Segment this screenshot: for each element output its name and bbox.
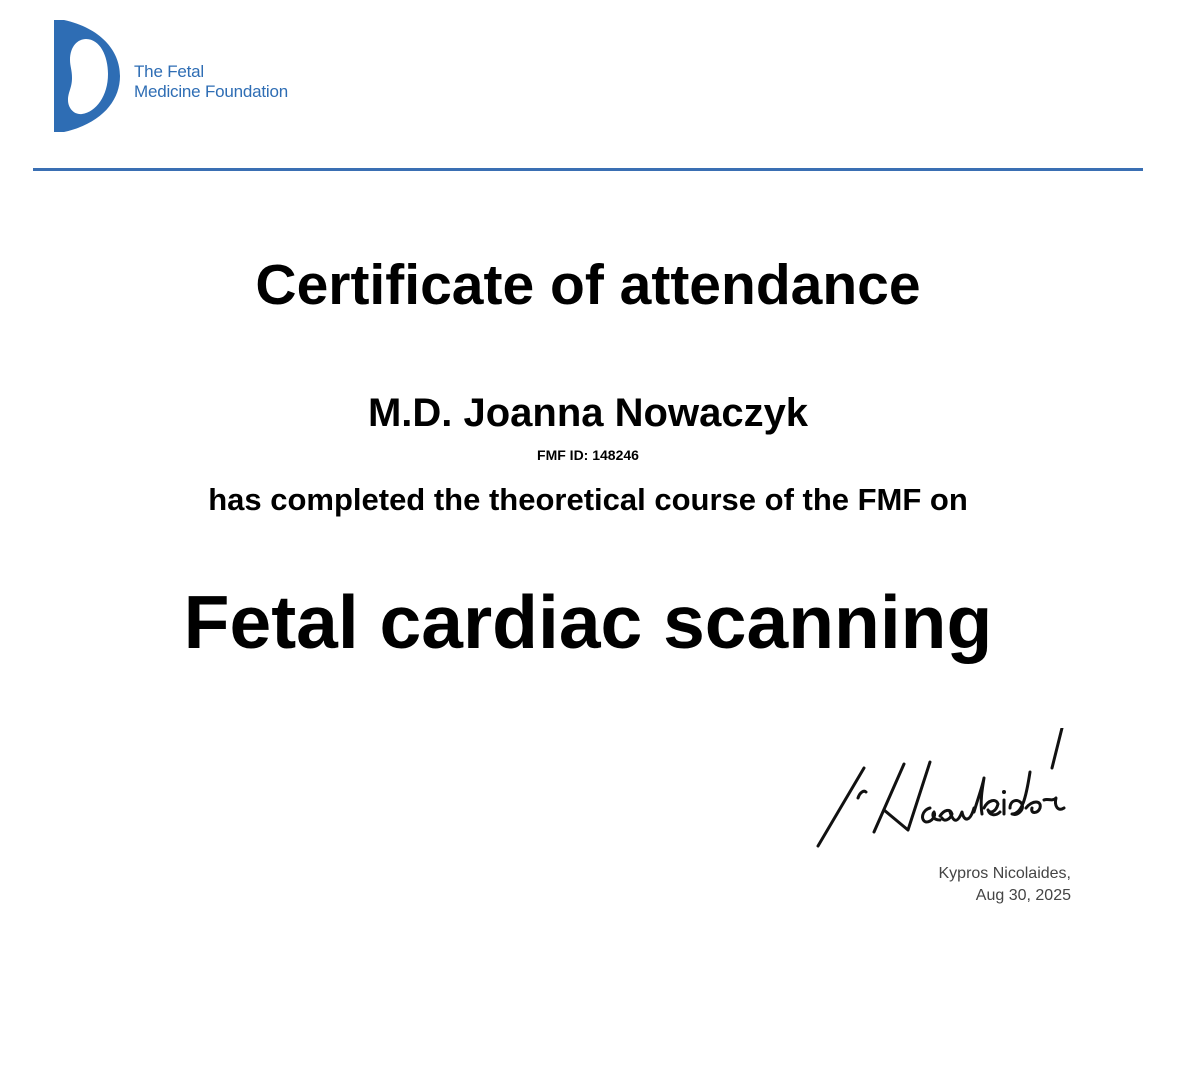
certificate-title: Certificate of attendance [255,253,921,317]
fmf-logo-mark-icon [52,20,122,132]
header-divider [33,168,1143,171]
course-name: Fetal cardiac scanning [183,580,993,664]
logo-wordmark [134,62,288,102]
logo-line-1: The Fetal [134,62,205,81]
completion-statement: has completed the theoretical course of the FMF on [208,482,968,517]
recipient-name: M.D. Joanna Nowaczyk [367,391,809,435]
signature-date: Aug 30, 2025 [975,887,1071,904]
signer-block [939,863,1072,907]
signer-name: Kypros Nicolaides, [938,865,1071,882]
fmf-id: FMF ID: 148246 [537,447,639,463]
fmf-logo [52,20,322,132]
logo-line-2: Medicine Foundation [134,82,289,101]
handwritten-signature [812,728,1072,852]
